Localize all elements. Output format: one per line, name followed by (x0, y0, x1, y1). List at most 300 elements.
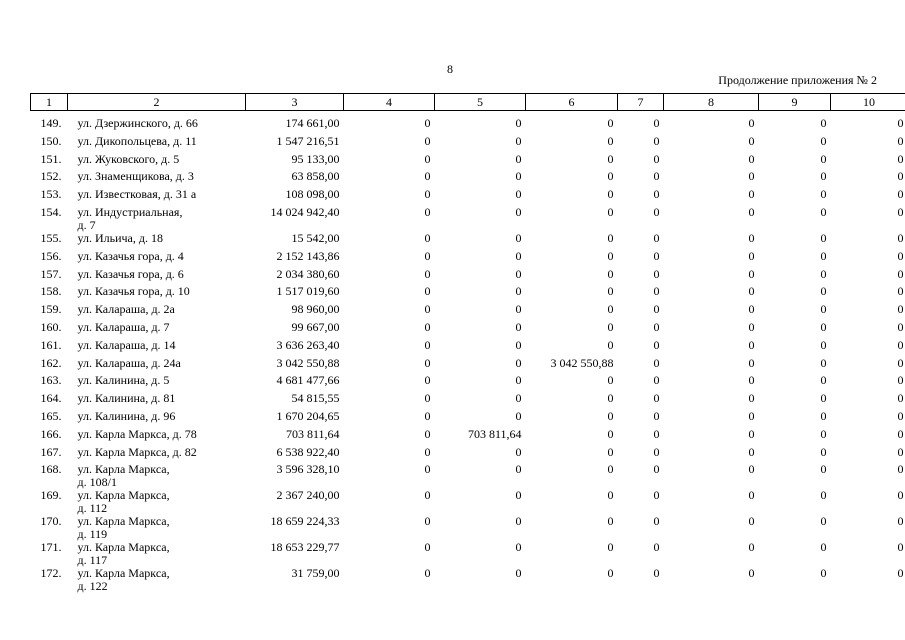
address-cell (68, 410, 246, 428)
value-cell-c6: 3 042 550,88 (550, 355, 614, 370)
value-cell-c7: 0 (653, 204, 660, 219)
value-cell-c7: 0 (653, 540, 660, 555)
address-line: ул. Жуковского, д. 5 (77, 151, 180, 166)
value-cell-c8: 0 (748, 230, 755, 245)
address-cell (68, 232, 246, 250)
table-row (31, 303, 905, 321)
address-line: ул. Казачья гора, д. 6 (77, 266, 184, 281)
address-cell (68, 541, 246, 567)
value-cell-c6: 0 (607, 133, 614, 148)
row-number-cell: 172. (40, 566, 62, 581)
value-cell-c9: 0 (820, 540, 827, 555)
value-cell-c9: 0 (820, 355, 827, 370)
row-number-cell: 154. (40, 204, 62, 219)
value-cell-c6: 0 (607, 540, 614, 555)
column-header: 6 (526, 94, 618, 111)
address-cell (68, 357, 246, 375)
value-cell-c5: 0 (515, 488, 522, 503)
value-cell-c3: 3 042 550,88 (276, 355, 340, 370)
value-cell-c6: 0 (607, 391, 614, 406)
value-cell-c3: 63 858,00 (291, 169, 340, 184)
row-number-cell: 171. (40, 540, 62, 555)
value-cell-c5: 0 (515, 337, 522, 352)
value-cell-c7: 0 (653, 514, 660, 529)
value-cell-c10: 0 (897, 116, 904, 130)
value-cell-c5: 0 (515, 116, 522, 130)
value-cell-c6: 0 (607, 462, 614, 477)
row-number-cell: 151. (40, 151, 62, 166)
value-cell-c9: 0 (820, 230, 827, 245)
value-cell-c5: 0 (515, 133, 522, 148)
value-cell-c6: 0 (607, 248, 614, 263)
value-cell-c7: 0 (653, 133, 660, 148)
value-cell-c9: 0 (820, 302, 827, 317)
table-row (31, 463, 905, 489)
address-line: ул. Казачья гора, д. 10 (77, 284, 190, 299)
value-cell-c4: 0 (424, 230, 431, 245)
value-cell-c4: 0 (424, 444, 431, 459)
address-line: ул. Карла Маркса, д. 78 (77, 426, 197, 441)
value-cell-c5: 0 (515, 462, 522, 477)
value-cell-c7: 0 (653, 444, 660, 459)
value-cell-c4: 0 (424, 204, 431, 219)
table-row (31, 188, 905, 206)
value-cell-c6: 0 (607, 514, 614, 529)
value-cell-c8: 0 (748, 133, 755, 148)
address-line: ул. Карла Маркса, (77, 514, 170, 529)
value-cell-c3: 31 759,00 (291, 566, 340, 581)
row-number-cell: 169. (40, 488, 62, 503)
address-cell (68, 285, 246, 303)
row-number-cell: 168. (40, 462, 62, 477)
address-cell (68, 489, 246, 515)
address-cell (68, 111, 246, 135)
value-cell-c8: 0 (748, 319, 755, 334)
value-cell-c10: 0 (897, 284, 904, 299)
value-cell-c10: 0 (897, 373, 904, 388)
address-line: ул. Дикопольцева, д. 11 (77, 133, 197, 148)
value-cell-c4: 0 (424, 337, 431, 352)
value-cell-c3: 4 681 477,66 (276, 373, 340, 388)
value-cell-c10: 0 (897, 444, 904, 459)
table-row (31, 446, 905, 464)
value-cell-c10: 0 (897, 462, 904, 477)
address-cell (68, 463, 246, 489)
value-cell-c9: 0 (820, 488, 827, 503)
address-cell (68, 250, 246, 268)
value-cell-c7: 0 (653, 116, 660, 130)
value-cell-c6: 0 (607, 266, 614, 281)
value-cell-c8: 0 (748, 169, 755, 184)
value-cell-c10: 0 (897, 514, 904, 529)
value-cell-c10: 0 (897, 133, 904, 148)
address-line: ул. Знаменщикова, д. 3 (77, 169, 194, 184)
value-cell-c7: 0 (653, 230, 660, 245)
value-cell-c4: 0 (424, 133, 431, 148)
value-cell-c8: 0 (748, 187, 755, 202)
table-header (31, 94, 905, 111)
page-number: 8 (447, 62, 453, 76)
row-number-cell: 162. (40, 355, 62, 370)
value-cell-c4: 0 (424, 488, 431, 503)
value-cell-c4: 0 (424, 248, 431, 263)
value-cell-c8: 0 (748, 408, 755, 423)
address-line-continued: д. 122 (77, 579, 108, 594)
address-cell (68, 268, 246, 286)
value-cell-c7: 0 (653, 266, 660, 281)
value-cell-c4: 0 (424, 187, 431, 202)
row-number-cell: 161. (40, 337, 62, 352)
column-header: 1 (31, 94, 68, 111)
table-row (31, 567, 905, 593)
value-cell-c6: 0 (607, 426, 614, 441)
value-cell-c7: 0 (653, 373, 660, 388)
value-cell-c3: 3 636 263,40 (276, 337, 340, 352)
value-cell-c8: 0 (748, 540, 755, 555)
value-cell-c3: 108 098,00 (285, 187, 340, 202)
row-number-cell: 166. (40, 426, 62, 441)
value-cell-c9: 0 (820, 373, 827, 388)
value-cell-c8: 0 (748, 284, 755, 299)
column-header: 5 (435, 94, 526, 111)
address-cell (68, 567, 246, 593)
value-cell-c4: 0 (424, 373, 431, 388)
table-row (31, 153, 905, 171)
address-line: ул. Известковая, д. 31 а (77, 187, 197, 202)
value-cell-c9: 0 (820, 514, 827, 529)
value-cell-c6: 0 (607, 284, 614, 299)
address-line: ул. Карла Маркса, д. 82 (77, 444, 197, 459)
value-cell-c9: 0 (820, 248, 827, 263)
value-cell-c5: 0 (515, 266, 522, 281)
table-row (31, 428, 905, 446)
address-line: ул. Индустриальная, (77, 204, 183, 219)
value-cell-c7: 0 (653, 248, 660, 263)
table-row (31, 489, 905, 515)
address-line: ул. Карла Маркса, (77, 540, 170, 555)
value-cell-c6: 0 (607, 116, 614, 130)
table-row (31, 541, 905, 567)
value-cell-c5: 703 811,64 (467, 426, 522, 441)
address-line-continued: д. 112 (77, 501, 108, 516)
address-cell (68, 392, 246, 410)
row-number-cell: 159. (40, 302, 62, 317)
address-line: ул. Калинина, д. 81 (77, 391, 176, 406)
row-number-cell: 153. (40, 187, 62, 202)
value-cell-c8: 0 (748, 391, 755, 406)
value-cell-c6: 0 (607, 230, 614, 245)
address-line: ул. Калараша, д. 2а (77, 302, 175, 317)
value-cell-c10: 0 (897, 187, 904, 202)
value-cell-c7: 0 (653, 319, 660, 334)
value-cell-c5: 0 (515, 444, 522, 459)
value-cell-c10: 0 (897, 169, 904, 184)
value-cell-c7: 0 (653, 462, 660, 477)
value-cell-c7: 0 (653, 488, 660, 503)
value-cell-c6: 0 (607, 408, 614, 423)
value-cell-c9: 0 (820, 337, 827, 352)
value-cell-c8: 0 (748, 116, 755, 130)
table-row (31, 268, 905, 286)
header-row (31, 94, 905, 111)
address-cell (68, 446, 246, 464)
table-row (31, 285, 905, 303)
value-cell-c3: 6 538 922,40 (276, 444, 340, 459)
column-header: 8 (664, 94, 759, 111)
value-cell-c9: 0 (820, 319, 827, 334)
value-cell-c8: 0 (748, 337, 755, 352)
value-cell-c3: 2 034 380,60 (276, 266, 340, 281)
continuation-label: Продолжение приложения № 2 (718, 73, 877, 87)
value-cell-c6: 0 (607, 373, 614, 388)
value-cell-c7: 0 (653, 302, 660, 317)
row-number-cell: 163. (40, 373, 62, 388)
value-cell-c7: 0 (653, 391, 660, 406)
table-row (31, 206, 905, 232)
address-cell (68, 188, 246, 206)
table-row (31, 515, 905, 541)
column-header: 2 (68, 94, 246, 111)
value-cell-c3: 15 542,00 (291, 230, 340, 245)
value-cell-c8: 0 (748, 204, 755, 219)
value-cell-c5: 0 (515, 284, 522, 299)
table-row (31, 135, 905, 153)
value-cell-c10: 0 (897, 230, 904, 245)
address-line: ул. Карла Маркса, (77, 488, 170, 503)
value-cell-c8: 0 (748, 514, 755, 529)
address-line: ул. Карла Маркса, (77, 566, 170, 581)
value-cell-c3: 98 960,00 (291, 302, 340, 317)
value-cell-c9: 0 (820, 169, 827, 184)
value-cell-c5: 0 (515, 391, 522, 406)
value-cell-c8: 0 (748, 426, 755, 441)
value-cell-c6: 0 (607, 187, 614, 202)
address-line: ул. Калараша, д. 7 (77, 319, 170, 334)
value-cell-c7: 0 (653, 408, 660, 423)
row-number-cell: 165. (40, 408, 62, 423)
value-cell-c8: 0 (748, 444, 755, 459)
value-cell-c4: 0 (424, 319, 431, 334)
value-cell-c3: 703 811,64 (285, 426, 340, 441)
value-cell-c7: 0 (653, 151, 660, 166)
row-number-cell: 156. (40, 248, 62, 263)
address-cell (68, 153, 246, 171)
value-cell-c6: 0 (607, 204, 614, 219)
value-cell-c10: 0 (897, 302, 904, 317)
value-cell-c10: 0 (897, 151, 904, 166)
value-cell-c5: 0 (515, 230, 522, 245)
value-cell-c10: 0 (897, 566, 904, 581)
value-cell-c5: 0 (515, 540, 522, 555)
value-cell-c5: 0 (515, 514, 522, 529)
value-cell-c5: 0 (515, 566, 522, 581)
table-row (31, 170, 905, 188)
value-cell-c5: 0 (515, 355, 522, 370)
value-cell-c10: 0 (897, 204, 904, 219)
column-header: 10 (831, 94, 905, 111)
value-cell-c10: 0 (897, 426, 904, 441)
column-header: 4 (344, 94, 435, 111)
value-cell-c3: 1 547 216,51 (276, 133, 340, 148)
value-cell-c7: 0 (653, 426, 660, 441)
row-number-cell: 170. (40, 514, 62, 529)
table-row (31, 321, 905, 339)
value-cell-c9: 0 (820, 426, 827, 441)
table-row (31, 250, 905, 268)
value-cell-c8: 0 (748, 151, 755, 166)
value-cell-c10: 0 (897, 408, 904, 423)
value-cell-c10: 0 (897, 540, 904, 555)
address-cell (68, 339, 246, 357)
value-cell-c7: 0 (653, 355, 660, 370)
row-number-cell: 150. (40, 133, 62, 148)
address-cell (68, 170, 246, 188)
address-line: ул. Калинина, д. 5 (77, 373, 170, 388)
address-cell (68, 428, 246, 446)
address-line: ул. Дзержинского, д. 66 (77, 116, 198, 130)
value-cell-c7: 0 (653, 337, 660, 352)
address-line-continued: д. 117 (77, 553, 108, 568)
value-cell-c3: 174 661,00 (285, 116, 340, 130)
value-cell-c10: 0 (897, 319, 904, 334)
value-cell-c8: 0 (748, 355, 755, 370)
value-cell-c4: 0 (424, 151, 431, 166)
address-cell (68, 206, 246, 232)
appendix-table (30, 93, 905, 593)
value-cell-c9: 0 (820, 187, 827, 202)
value-cell-c3: 54 815,55 (291, 391, 340, 406)
value-cell-c10: 0 (897, 266, 904, 281)
value-cell-c8: 0 (748, 248, 755, 263)
value-cell-c9: 0 (820, 133, 827, 148)
table-row (31, 232, 905, 250)
row-number-cell: 160. (40, 319, 62, 334)
value-cell-c6: 0 (607, 488, 614, 503)
address-cell (68, 515, 246, 541)
value-cell-c6: 0 (607, 566, 614, 581)
value-cell-c4: 0 (424, 408, 431, 423)
value-cell-c5: 0 (515, 187, 522, 202)
row-number-cell: 149. (40, 116, 62, 130)
value-cell-c9: 0 (820, 116, 827, 130)
address-cell (68, 303, 246, 321)
value-cell-c7: 0 (653, 169, 660, 184)
value-cell-c4: 0 (424, 426, 431, 441)
value-cell-c8: 0 (748, 373, 755, 388)
address-line-continued: д. 7 (77, 217, 96, 232)
value-cell-c10: 0 (897, 391, 904, 406)
value-cell-c5: 0 (515, 373, 522, 388)
value-cell-c5: 0 (515, 248, 522, 263)
address-line: ул. Ильича, д. 18 (77, 230, 163, 245)
address-line: ул. Калараша, д. 14 (77, 337, 176, 352)
address-line: ул. Калараша, д. 24а (77, 355, 181, 370)
address-line-continued: д. 119 (77, 527, 108, 542)
value-cell-c3: 2 367 240,00 (276, 488, 340, 503)
row-number-cell: 157. (40, 266, 62, 281)
value-cell-c6: 0 (607, 444, 614, 459)
value-cell-c4: 0 (424, 514, 431, 529)
value-cell-c8: 0 (748, 566, 755, 581)
row-number-cell: 152. (40, 169, 62, 184)
value-cell-c4: 0 (424, 284, 431, 299)
value-cell-c7: 0 (653, 284, 660, 299)
value-cell-c9: 0 (820, 266, 827, 281)
value-cell-c10: 0 (897, 488, 904, 503)
value-cell-c3: 14 024 942,40 (270, 204, 340, 219)
table-row (31, 357, 905, 375)
column-header: 9 (759, 94, 831, 111)
value-cell-c4: 0 (424, 169, 431, 184)
column-header: 7 (618, 94, 664, 111)
address-cell (68, 321, 246, 339)
table-row (31, 410, 905, 428)
value-cell-c10: 0 (897, 355, 904, 370)
value-cell-c6: 0 (607, 151, 614, 166)
value-cell-c9: 0 (820, 408, 827, 423)
value-cell-c4: 0 (424, 462, 431, 477)
value-cell-c4: 0 (424, 266, 431, 281)
value-cell-c3: 99 667,00 (291, 319, 340, 334)
value-cell-c5: 0 (515, 408, 522, 423)
value-cell-c10: 0 (897, 248, 904, 263)
table-body (31, 111, 905, 594)
value-cell-c4: 0 (424, 540, 431, 555)
value-cell-c8: 0 (748, 266, 755, 281)
value-cell-c5: 0 (515, 151, 522, 166)
row-number-cell: 158. (40, 284, 62, 299)
column-header: 3 (246, 94, 344, 111)
value-cell-c4: 0 (424, 116, 431, 130)
address-line: ул. Карла Маркса, (77, 462, 170, 477)
value-cell-c4: 0 (424, 391, 431, 406)
value-cell-c3: 18 653 229,77 (270, 540, 340, 555)
address-cell (68, 135, 246, 153)
value-cell-c10: 0 (897, 337, 904, 352)
value-cell-c9: 0 (820, 391, 827, 406)
value-cell-c9: 0 (820, 566, 827, 581)
value-cell-c7: 0 (653, 566, 660, 581)
value-cell-c9: 0 (820, 462, 827, 477)
address-line: ул. Казачья гора, д. 4 (77, 248, 184, 263)
value-cell-c7: 0 (653, 187, 660, 202)
row-number-cell: 167. (40, 444, 62, 459)
value-cell-c3: 1 670 204,65 (276, 408, 340, 423)
table-row (31, 392, 905, 410)
value-cell-c6: 0 (607, 302, 614, 317)
value-cell-c5: 0 (515, 169, 522, 184)
value-cell-c8: 0 (748, 488, 755, 503)
value-cell-c9: 0 (820, 444, 827, 459)
row-number-cell: 155. (40, 230, 62, 245)
address-line-continued: д. 108/1 (77, 475, 117, 490)
value-cell-c9: 0 (820, 204, 827, 219)
address-line: ул. Калинина, д. 96 (77, 408, 176, 423)
value-cell-c4: 0 (424, 302, 431, 317)
value-cell-c4: 0 (424, 566, 431, 581)
value-cell-c5: 0 (515, 302, 522, 317)
value-cell-c5: 0 (515, 319, 522, 334)
row-number-cell: 164. (40, 391, 62, 406)
table-row (31, 339, 905, 357)
table-row (31, 374, 905, 392)
value-cell-c3: 2 152 143,86 (276, 248, 340, 263)
value-cell-c8: 0 (748, 302, 755, 317)
value-cell-c3: 1 517 019,60 (276, 284, 340, 299)
value-cell-c6: 0 (607, 319, 614, 334)
table-row (31, 111, 905, 135)
value-cell-c9: 0 (820, 151, 827, 166)
